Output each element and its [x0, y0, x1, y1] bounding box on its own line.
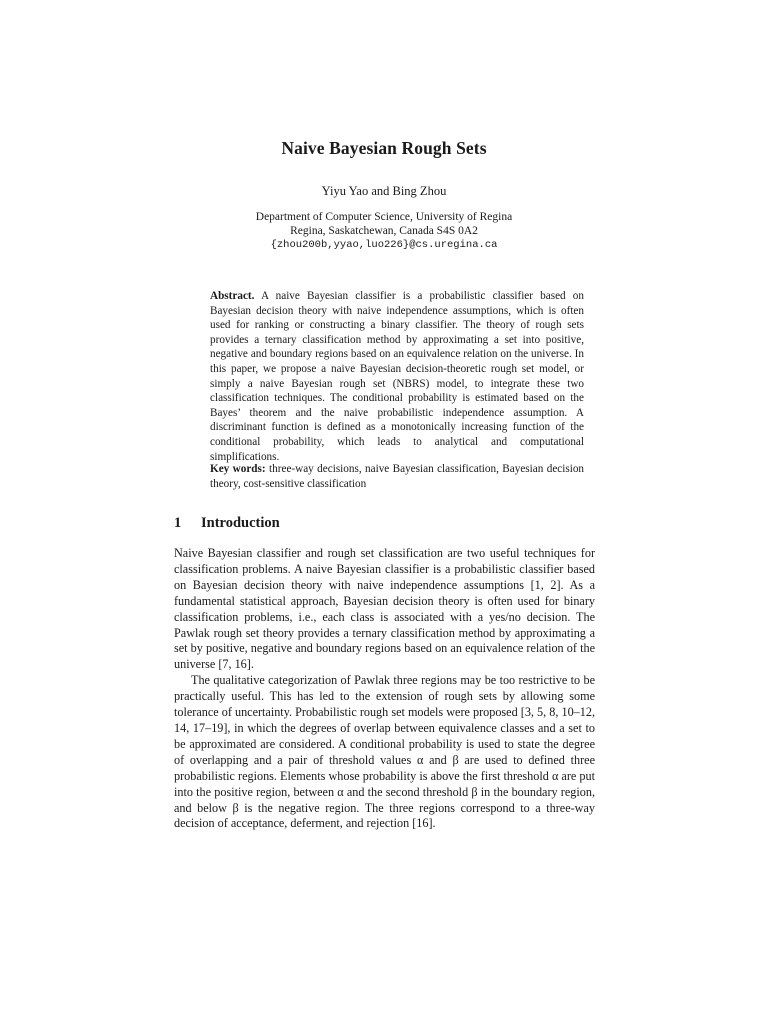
body-paragraph: The qualitative categorization of Pawlak three regions may be too restrictive to be practically useful. This has led to the extension of rough sets by allowing some tolerance of uncertainty. Probabilistic rough set models were proposed [3, 5, 8, 10–12, 14, 17–19], in which the degrees of overlap between equivalence classes and a set to be approximated are considered. A conditional probability is used to state the degree of overlapping and a pair of threshold values α and β are used to defined three probabilistic regions. Elements whose probability is above the first threshold α are put into the positive region, between α and the second threshold β in the boundary region, and below β is the negative region. The three regions correspond to a three-way decision of acceptance, deferment, and rejection [16]. [174, 673, 595, 831]
keywords [210, 462, 584, 491]
section-title: Introduction [201, 515, 280, 531]
paper-authors: Yiyu Yao and Bing Zhou [321, 184, 447, 198]
affiliation-address: Regina, Saskatchewan, Canada S4S 0A2 [290, 225, 478, 237]
body-paragraph: Naive Bayesian classifier and rough set classification are two useful techniques for classification problems. A naive Bayesian classifier is a probabilistic classifier based on Bayesian decision theory with naive independence assumptions [1, 2]. As a fundamental statistical approach, Bayesian decision theory is often used for binary classification problems, i.e., each class is associated with a yes/no decision. The Pawlak rough set theory provides a ternary classification method by approximating a set by positive, negative and boundary regions based on an equivalence relation of the universe [7, 16]. [174, 546, 595, 672]
abstract-label: Abstract. [210, 290, 255, 302]
keywords-label: Key words: [210, 463, 266, 475]
affiliation-department: Department of Computer Science, University of Regina [255, 211, 513, 223]
affiliation-block [0, 210, 768, 252]
abstract [210, 289, 584, 464]
section-body [174, 546, 595, 832]
affiliation-email: {zhou200b,yyao,luo226}@cs.uregina.ca [270, 239, 498, 251]
keywords-text: three-way decisions, naive Bayesian classification, Bayesian decision theory, cost-sensitive classification [210, 463, 585, 490]
section-heading [174, 515, 280, 532]
paper-title: Naive Bayesian Rough Sets [281, 138, 487, 158]
section-number: 1 [174, 515, 182, 531]
abstract-text: A naive Bayesian classifier is a probabilistic classifier based on Bayesian decision theory with naive independence assumptions, which is often used for ranking or constructing a binary classifier. The theory of rough sets provides a ternary classification method by approximating a set into positive, negative and boundary regions based on an equivalence relation on the universe. In this paper, we propose a naive Bayesian decision-theoretic rough set model, or simply a naive Bayesian rough set (NBRS) model, to integrate these two classification techniques. The conditional probability is estimated based on the Bayes’ theorem and the naive probabilistic independence assumption. A discriminant function is defined as a monotonically increasing function of the conditional probability, which leads to analytical and computational simplifications. [210, 290, 584, 463]
